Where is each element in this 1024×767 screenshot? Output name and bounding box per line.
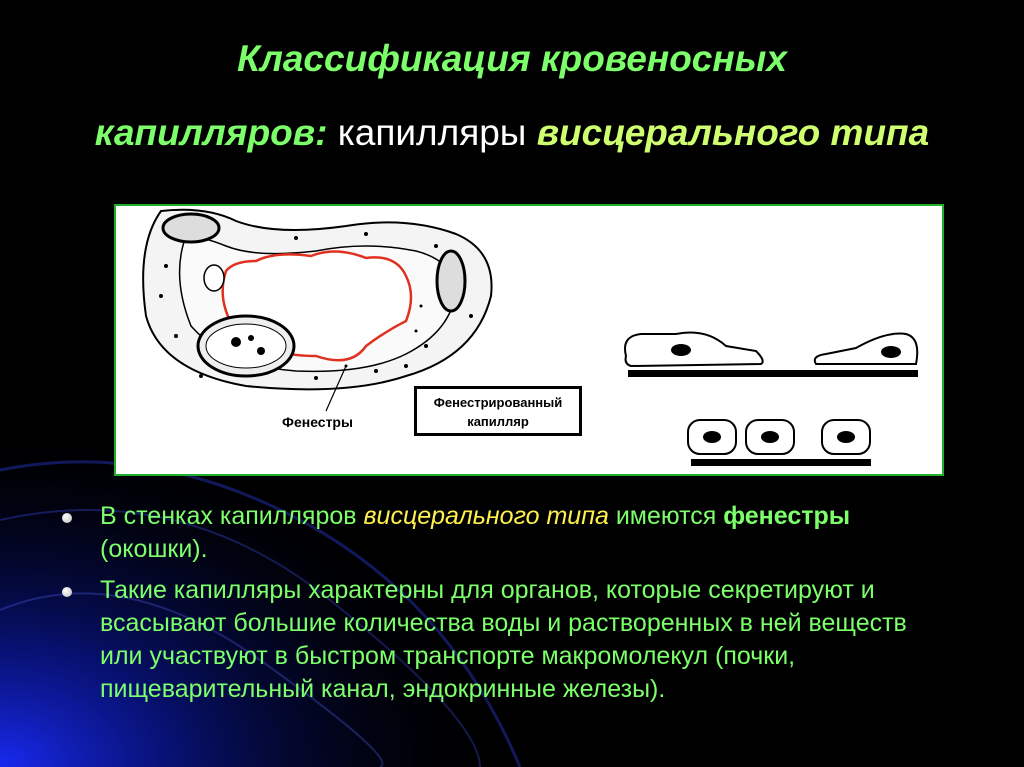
- slide-title-line2: [0, 112, 1024, 154]
- bullet-dot-icon: [62, 513, 72, 523]
- fenestrated-capillary-label: [414, 386, 582, 436]
- bullet2-text: Такие капилляры характерны для органов, которые секретируют и всасывают большие количества воды и растворенных в ней веществ или участвуют в быстром транспорте макромолекул (почки, пищеварительный канал, эндокринные железы).: [100, 576, 907, 703]
- slide-title-line1: Классификация кровеносных: [237, 38, 787, 79]
- bullet-item: [62, 574, 922, 706]
- bullet1-highlight: висцерального типа: [363, 502, 609, 530]
- side-nucleus: [437, 251, 465, 311]
- bullet-list: [62, 500, 922, 714]
- bullet1-text3: (окошки).: [100, 535, 208, 563]
- bullet1-text: В стенках капилляров: [100, 502, 357, 530]
- capillary-figure: [114, 204, 944, 476]
- bullet1-text2: имеются: [615, 502, 717, 530]
- pericyte-nucleus: [163, 214, 219, 242]
- title-highlight: висцерального типа: [536, 112, 930, 153]
- endothelial-cell-left: [625, 333, 763, 367]
- fenestrae-label: Фенестры: [282, 414, 353, 430]
- endothelial-cell-right: [815, 334, 918, 364]
- basement-membrane-top: [628, 370, 918, 377]
- title-plain: капилляры: [337, 112, 527, 153]
- box-label-line1: Фенестрированный: [433, 395, 563, 410]
- bullet-dot-icon: [62, 587, 72, 597]
- title-term: капилляров:: [94, 112, 328, 153]
- box-label-line2: капилляр: [467, 414, 529, 429]
- basement-membrane-bottom: [691, 459, 871, 466]
- bullet-item: [62, 500, 922, 566]
- bullet1-bold: фенестры: [723, 502, 851, 530]
